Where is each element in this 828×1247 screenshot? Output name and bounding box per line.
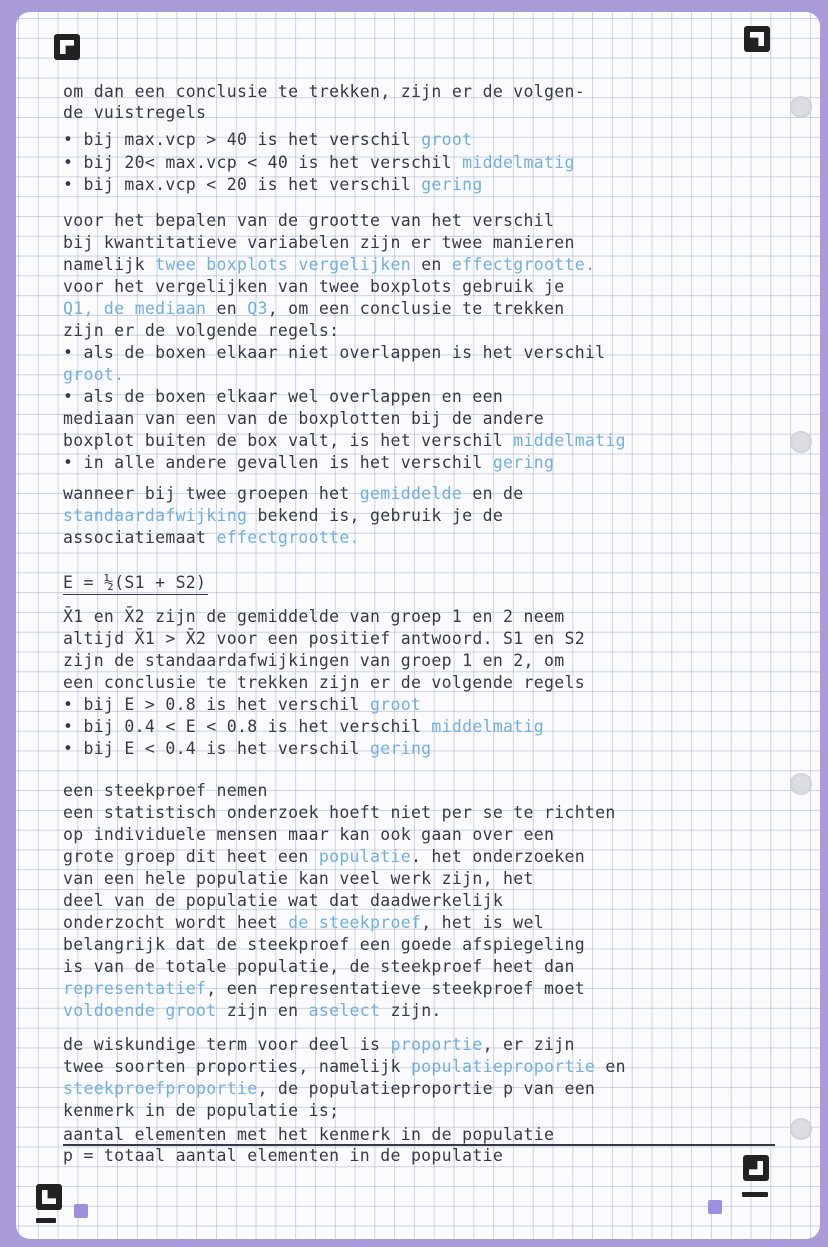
note-text: zijn er de volgende regels: [63, 321, 340, 340]
highlighted-term: populatie [318, 847, 411, 866]
note-text: mediaan van een van de boxplotten bij de andere [63, 409, 544, 428]
note-line [63, 431, 626, 450]
note-line [63, 781, 268, 800]
scan-marker-bottom-left-icon [36, 1184, 62, 1210]
highlighted-term: Q1, de mediaan [63, 299, 207, 318]
note-text: grote groep dit heet een [63, 847, 319, 866]
note-line [63, 739, 431, 758]
note-text: op individuele mensen maar kan ook gaan over een [63, 825, 555, 844]
note-text: altijd X̄1 > X̄2 voor een positief antwoord. S1 en S2 [63, 629, 585, 648]
scan-marker-bottom-right-dash-icon [742, 1192, 768, 1197]
note-text: om dan een conclusie te trekken, zijn er de volgen- [63, 82, 585, 101]
note-line [63, 103, 206, 122]
note-line [63, 255, 595, 274]
note-line [63, 1079, 595, 1098]
highlighted-term: effectgrootte. [216, 528, 360, 547]
highlighted-term: gering [421, 175, 483, 194]
note-line [63, 1001, 442, 1020]
note-line [63, 891, 503, 910]
note-text: , om een conclusie te trekken [267, 299, 565, 318]
note-text: deel van de populatie wat dat daadwerkelijk [63, 891, 504, 910]
note-line [63, 153, 575, 172]
note-text: en [410, 255, 452, 274]
formula-underline [63, 594, 208, 595]
highlighted-term: gering [492, 453, 555, 472]
note-text: en [206, 299, 248, 318]
note-line [63, 803, 616, 822]
note-line [63, 695, 421, 714]
note-line [63, 409, 544, 428]
highlighted-term: groot [421, 130, 473, 149]
highlighted-term: groot. [63, 365, 125, 384]
note-line [63, 453, 554, 472]
note-text: aantal elementen met het kenmerk in de populatie [63, 1125, 555, 1144]
note-text: E = ½(S1 + S2) [63, 573, 207, 592]
highlighted-term: effectgrootte. [451, 255, 596, 274]
highlighted-term: representatief [63, 979, 207, 998]
highlighted-term: aselect [308, 1001, 381, 1020]
note-line [63, 979, 585, 998]
binder-hole-icon [790, 1118, 812, 1140]
note-line [63, 629, 585, 648]
note-text: bij kwantitatieve variabelen zijn er twee manieren [63, 233, 575, 252]
note-text: boxplot buiten de box valt, is het verschil [63, 431, 514, 450]
note-text: , de populatieproportie p van een [257, 1079, 596, 1098]
note-text: • in alle andere gevallen is het verschil [63, 453, 493, 472]
note-line [63, 869, 534, 888]
highlighted-term: middelmatig [431, 717, 544, 736]
highlighted-term: populatieproportie [410, 1057, 596, 1076]
note-line [63, 484, 524, 503]
note-line [63, 343, 605, 362]
note-text: voor het bepalen van de grootte van het verschil [63, 211, 555, 230]
highlighted-term: groot [370, 695, 422, 714]
note-text: , een representatieve steekproef moet [206, 979, 585, 998]
note-line [63, 277, 564, 296]
note-line [63, 82, 585, 101]
note-text: p = totaal aantal elementen in de populatie [63, 1146, 504, 1165]
note-text: is van de totale populatie, de steekproef heet dan [63, 957, 575, 976]
note-text: een conclusie te trekken zijn er de volgende regels [63, 673, 585, 692]
note-line [63, 299, 564, 318]
note-text: • bij E > 0.8 is het verschil [63, 695, 371, 714]
note-text: onderzocht wordt heet [63, 913, 289, 932]
note-text: zijn de standaardafwijkingen van groep 1 en 2, om [63, 651, 565, 670]
note-text: associatiemaat [63, 528, 217, 547]
note-text: • als de boxen elkaar niet overlappen is het verschil [63, 343, 606, 362]
note-line [63, 528, 360, 547]
scan-square-bottom-left-icon [74, 1204, 88, 1218]
highlighted-term: standaardafwijking [63, 506, 248, 525]
note-text: • als de boxen elkaar wel overlappen en een [63, 387, 504, 406]
scan-square-bottom-right-icon [708, 1200, 722, 1214]
note-line [63, 935, 585, 954]
note-line [63, 607, 564, 626]
binder-hole-icon [790, 431, 812, 453]
note-line [63, 1125, 554, 1144]
note-text: en [595, 1057, 626, 1076]
note-line [63, 1057, 626, 1076]
scan-marker-bottom-right-icon [743, 1155, 769, 1181]
note-text: een steekproef nemen [63, 781, 268, 800]
highlighted-term: steekproefproportie [63, 1079, 258, 1098]
note-text: • bij max.vcp < 20 is het verschil [63, 175, 422, 194]
note-text: bekend is, gebruik je de [247, 506, 504, 525]
note-text: belangrijk dat de steekproef een goede afspiegeling [63, 935, 585, 954]
highlighted-term: gemiddelde [359, 484, 463, 503]
note-text: voor het vergelijken van twee boxplots gebruik je [63, 277, 565, 296]
scan-marker-top-right-icon [744, 26, 770, 52]
note-text: wanneer bij twee groepen het [63, 484, 360, 503]
highlighted-term: voldoende groot [63, 1001, 217, 1020]
note-text: namelijk [63, 255, 156, 274]
binder-hole-icon [790, 96, 812, 118]
note-text: • bij max.vcp > 40 is het verschil [63, 130, 422, 149]
highlighted-term: middelmatig [513, 431, 626, 450]
note-text: de vuistregels [63, 103, 207, 122]
note-line [63, 673, 585, 692]
highlighted-term: twee boxplots vergelijken [155, 255, 411, 274]
note-line [63, 717, 544, 736]
fraction-bar [63, 1144, 775, 1146]
note-text: X̄1 en X̄2 zijn de gemiddelde van groep 1 en 2 neem [63, 607, 565, 626]
note-text: zijn en [216, 1001, 309, 1020]
note-text: kenmerk in de populatie is; [63, 1101, 340, 1120]
note-line [63, 913, 544, 932]
note-text: • bij 20< max.vcp < 40 is het verschil [63, 153, 463, 172]
note-text: • bij E < 0.4 is het verschil [63, 739, 371, 758]
note-text: en de [462, 484, 524, 503]
note-line [63, 957, 575, 976]
note-text: zijn. [380, 1001, 442, 1020]
note-text: , er zijn [482, 1035, 575, 1054]
note-text: • bij 0.4 < E < 0.8 is het verschil [63, 717, 432, 736]
notebook-page [16, 12, 820, 1239]
binder-hole-icon [790, 773, 812, 795]
note-line [63, 1146, 503, 1165]
note-text: de wiskundige term voor deel is [63, 1035, 391, 1054]
note-line [63, 573, 206, 592]
note-line [63, 321, 339, 340]
note-line [63, 651, 564, 670]
scan-marker-bottom-left-dash-icon [36, 1218, 56, 1223]
note-line [63, 387, 503, 406]
note-line [63, 175, 483, 194]
highlighted-term: gering [370, 739, 432, 758]
note-text: van een hele populatie kan veel werk zijn, het [63, 869, 534, 888]
highlighted-term: proportie [390, 1035, 483, 1054]
note-line [63, 847, 585, 866]
scan-marker-top-left-icon [54, 34, 80, 60]
note-text: . het onderzoeken [410, 847, 585, 866]
highlighted-term: middelmatig [462, 153, 575, 172]
note-line [63, 1101, 339, 1120]
note-line [63, 1035, 575, 1054]
note-line [63, 365, 124, 384]
note-line [63, 233, 575, 252]
note-line [63, 506, 503, 525]
highlighted-term: Q3 [247, 299, 268, 318]
note-line [63, 130, 472, 149]
note-text: , het is wel [421, 913, 545, 932]
note-text: twee soorten proporties, namelijk [63, 1057, 411, 1076]
note-line [63, 211, 554, 230]
highlighted-term: de steekproef [288, 913, 422, 932]
note-line [63, 825, 554, 844]
note-text: een statistisch onderzoek hoeft niet per se te richten [63, 803, 616, 822]
